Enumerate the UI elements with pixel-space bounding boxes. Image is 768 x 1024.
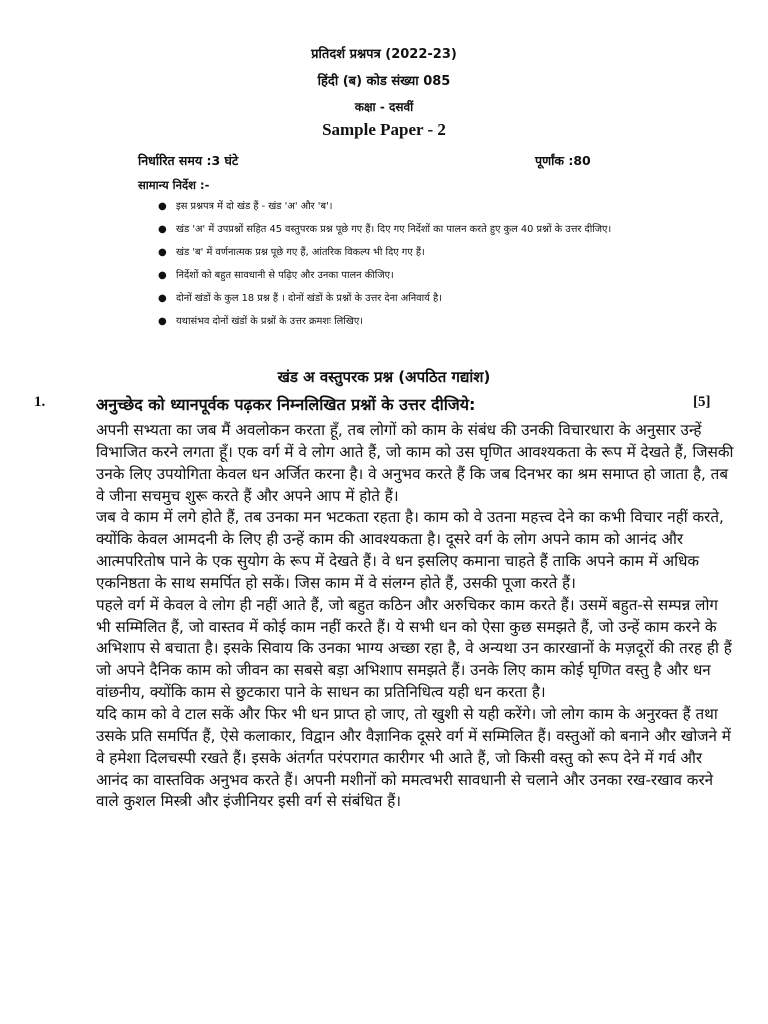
question-marks: [5] — [693, 394, 711, 410]
bullet-icon: ● — [158, 224, 167, 235]
instruction-item — [158, 312, 658, 331]
sample-paper-label: Sample Paper - 2 — [322, 120, 446, 139]
bullet-icon: ● — [158, 270, 167, 281]
passage-paragraph: यदि काम को वे टाल सकें और फिर भी धन प्राप्त हो जाए, तो खुशी से यही करेंगे। जो लोग काम के अनुरक्त हैं तथा उसके प्रति समर्पित हैं, ऐसे कलाकार, विद्वान और वैज्ञानिक दूसरे वर्ग में सम्मिलित हैं। वस्तुओं को बनाने और खोजने में वे हमेशा दिलचस्पी रखते हैं। इसके अंतर्गत परंपरागत कारीगर भी आते हैं, जो किसी वस्तु को रूप देने में गर्व और आनंद का वास्तविक अनुभव करते हैं। अपनी मशीनों को ममत्वभरी सावधानी से चलाने और उनका रख-रखाव करने वाले कुशल मिस्त्री और इंजीनियर इसी वर्ग से संबंधित हैं। — [96, 704, 731, 811]
maximum-marks: पूर्णांक :80 — [535, 153, 591, 168]
passage-paragraph: पहले वर्ग में केवल वे लोग ही नहीं आते हैं, जो बहुत कठिन और अरुचिकर काम करते हैं। उसमें बहुत-से सम्पन्न लोग भी सम्मिलित हैं, जो वास्तव में कोई काम नहीं करते हैं। ये सभी धन को ऐसा कुछ समझते हैं, जो उन्हें काम करने के अभिशाप से बचाता है। इसके सिवाय कि उनका भाग्य अच्छा रहा है, वे अन्यथा उन कारखानों के मज़दूरों की तरह ही हैं जो अपने दैनिक काम को जीवन का सबसे बड़ा अभिशाप समझते हैं। उनके लिए काम कोई घृणित वस्तु है और धन वांछनीय, क्योंकि काम से छुटकारा पाने के साधन का प्रतिनिधित्व यही धन करता है। — [96, 595, 732, 702]
instruction-item — [158, 197, 658, 216]
question-text: अनुच्छेद को ध्यानपूर्वक पढ़कर निम्नलिखित प्रश्नों के उत्तर दीजिये: — [96, 395, 476, 414]
unseen-passage — [96, 420, 736, 813]
general-instructions-title: सामान्य निर्देश :- — [138, 178, 210, 192]
passage-paragraph: जब वे काम में लगे होते हैं, तब उनका मन भटकता रहता है। काम को वे उतना महत्त्व देने का कभी विचार नहीं करते, क्योंकि केवल आमदनी के लिए ही उन्हें काम की आवश्यकता है। दूसरे वर्ग के लोग अपने काम को आनंद और आत्मपरितोष पाने के एक सुयोग के रूप में देखते हैं। वे धन इसलिए कमाना चाहते हैं ताकि अपने काम में अधिक एकनिष्ठता के साथ समर्पित हो सकें। जिस काम में वे संलग्न होते हैं, उसकी पूजा करते हैं। — [96, 508, 724, 592]
section-title: खंड अ वस्तुपरक प्रश्न (अपठित गद्यांश) — [277, 368, 491, 386]
paper-title: प्रतिदर्श प्रश्नपत्र (2022-23) — [311, 47, 457, 62]
bullet-icon: ● — [158, 201, 167, 212]
subject-code: हिंदी (ब) कोड संख्या 085 — [317, 74, 451, 89]
instruction-item — [158, 243, 658, 262]
passage-paragraph: अपनी सभ्यता का जब मैं अवलोकन करता हूँ, तब लोगों को काम के संबंध की उनकी विचारधारा के अनुसार उन्हें विभाजित करने लगता हूँ। एक वर्ग में वे लोग आते हैं, जो काम को उस घृणित आवश्यकता के रूप में देखते हैं, जिसकी उनके लिए उपयोगिता केवल धन अर्जित करना है। वे अनुभव करते हैं कि जब दिनभर का श्रम समाप्त हो जाता है, तब वे जीना सचमुच शुरू करते हैं और अपने आप में होते हैं। — [96, 421, 734, 505]
bullet-icon: ● — [158, 293, 167, 304]
instruction-text: यथासंभव दोनों खंडों के प्रश्नों के उत्तर क्रमशः लिखिए। — [176, 316, 363, 327]
instruction-text: खंड 'अ' में उपप्रश्नों सहित 45 वस्तुपरक प्रश्न पूछे गए हैं। दिए गए निर्देशों का पालन करते हुए कुल 40 प्रश्नों के उत्तर दीजिए। — [176, 224, 612, 235]
question-number: 1. — [34, 394, 46, 410]
instruction-text: इस प्रश्नपत्र में दो खंड हैं - खंड 'अ' और 'ब'। — [176, 201, 333, 212]
bullet-icon: ● — [158, 316, 167, 327]
instruction-text: दोनों खंडों के कुल 18 प्रश्न हैं । दोनों खंडों के प्रश्नों के उत्तर देना अनिवार्य है। — [176, 293, 442, 304]
general-instructions-list — [158, 197, 658, 335]
instruction-item — [158, 266, 658, 285]
instruction-item — [158, 289, 658, 308]
bullet-icon: ● — [158, 247, 167, 258]
instruction-text: खंड 'ब' में वर्णनात्मक प्रश्न पूछे गए हैं, आंतरिक विकल्प भी दिए गए हैं। — [176, 247, 425, 258]
instruction-item — [158, 220, 658, 239]
time-allowed: निर्धारित समय :3 घंटे — [138, 153, 239, 168]
instruction-text: निर्देशों को बहुत सावधानी से पढ़िए और उनका पालन कीजिए। — [176, 270, 394, 281]
class-label: कक्षा - दसवीं — [354, 100, 414, 114]
